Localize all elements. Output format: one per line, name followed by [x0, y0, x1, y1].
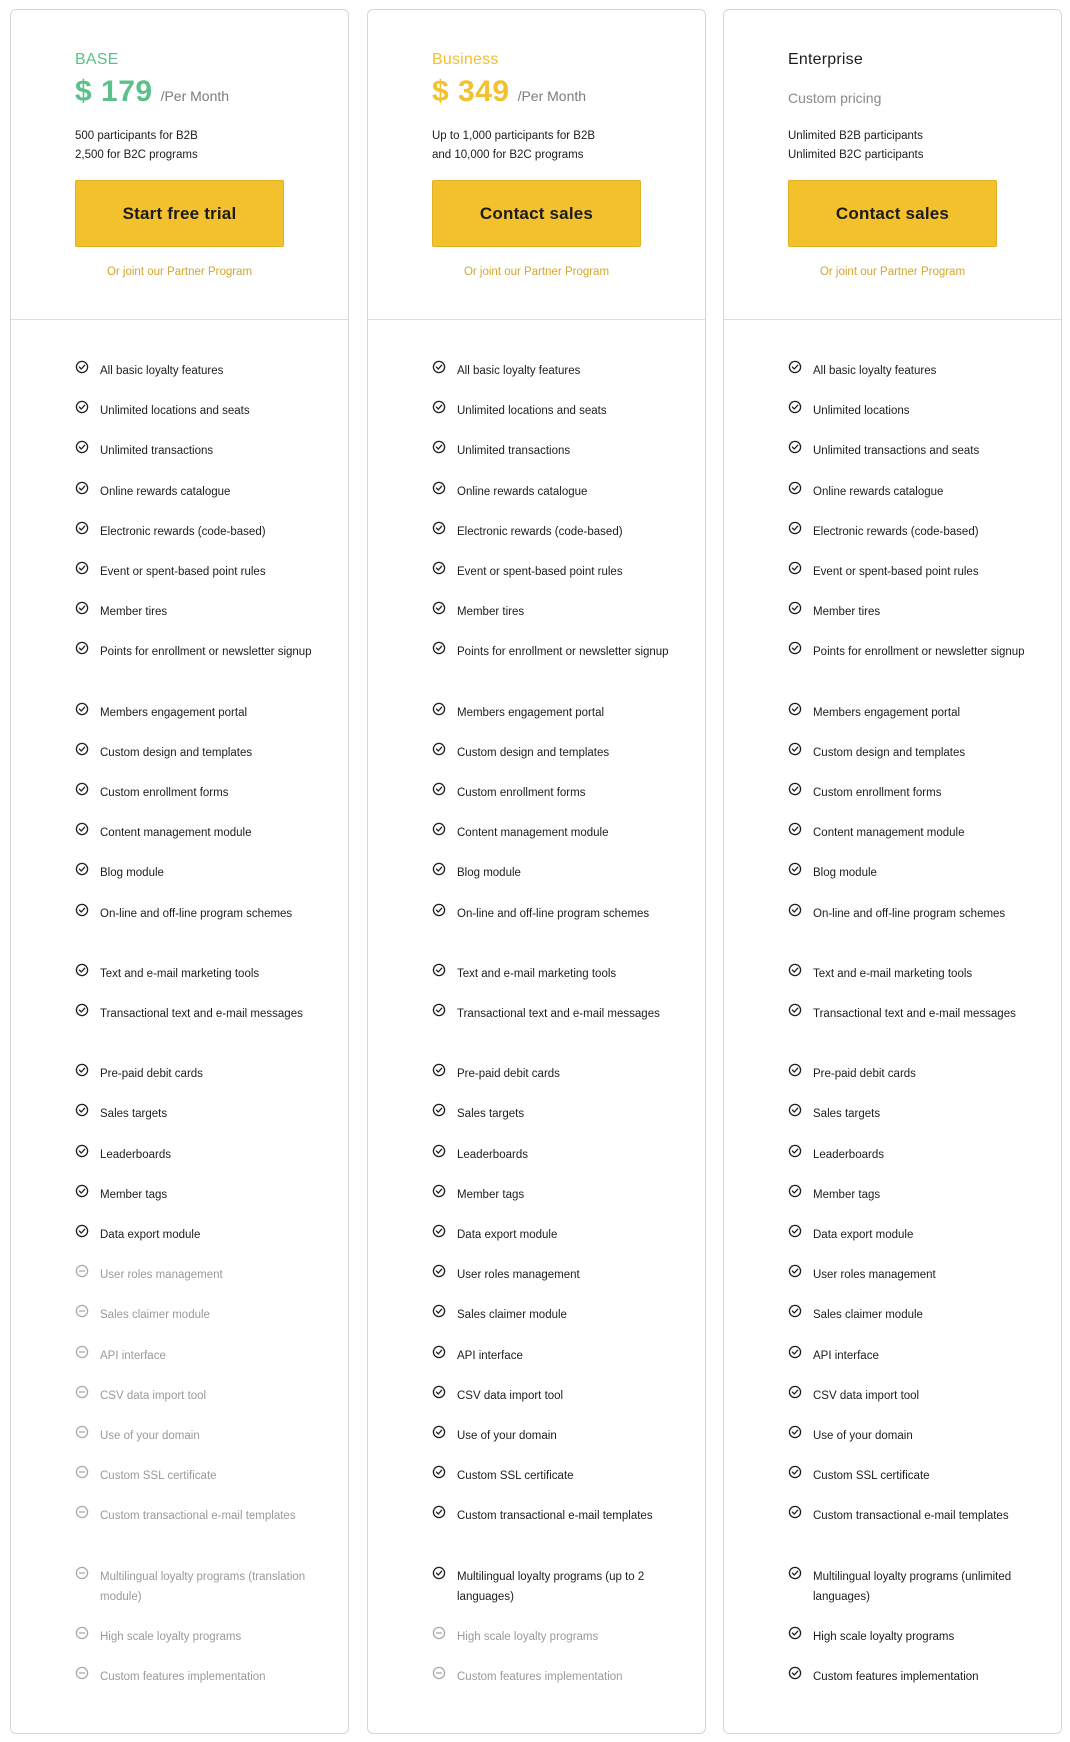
- price-period: /Per Month: [517, 88, 587, 104]
- check-circle-icon: [75, 481, 89, 495]
- feature-label: Event or spent-based point rules: [457, 566, 623, 578]
- feature-label: Custom SSL certificate: [457, 1470, 574, 1483]
- check-circle-icon: [432, 481, 446, 495]
- feature-label: Blog module: [457, 867, 521, 880]
- minus-circle-icon: [432, 1666, 446, 1680]
- check-circle-icon: [788, 903, 802, 917]
- feature-label: Event or spent-based point rules: [813, 566, 979, 578]
- check-circle-icon: [788, 1063, 802, 1077]
- check-circle-icon: [788, 1465, 802, 1479]
- feature-label: Transactional text and e-mail messages: [100, 1008, 303, 1020]
- feature-label: Custom design and templates: [100, 746, 253, 759]
- price-row: [432, 75, 586, 109]
- feature-label: CSV data import tool: [100, 1389, 207, 1402]
- check-circle-icon: [75, 1144, 89, 1158]
- check-circle-icon: [432, 360, 446, 374]
- feature-label: Member tires: [100, 606, 168, 619]
- minus-circle-icon: [75, 1566, 89, 1580]
- check-circle-icon: [788, 1666, 802, 1680]
- feature-label: Custom transactional e-mail templates: [457, 1510, 653, 1523]
- plan-name: BASE: [75, 51, 119, 68]
- check-circle-icon: [788, 1304, 802, 1318]
- feature-label: Member tags: [457, 1188, 525, 1201]
- start-free-trial-button[interactable]: Start free trial: [75, 180, 284, 247]
- check-circle-icon: [432, 1385, 446, 1399]
- check-circle-icon: [788, 782, 802, 796]
- feature-label: Multilingual loyalty programs (up to 2 languages): [457, 1570, 645, 1603]
- plan-card-enterprise: [723, 9, 1062, 1734]
- feature-label: Electronic rewards (code-based): [457, 525, 623, 538]
- feature-label: Unlimited locations and seats: [457, 405, 607, 418]
- feature-label: Electronic rewards (code-based): [100, 525, 266, 538]
- check-circle-icon: [75, 1003, 89, 1017]
- feature-label: Sales claimer module: [100, 1309, 210, 1322]
- feature-label: Blog module: [100, 867, 164, 880]
- check-circle-icon: [75, 903, 89, 917]
- check-circle-icon: [788, 1626, 802, 1640]
- feature-label: Member tires: [813, 606, 881, 619]
- check-circle-icon: [75, 601, 89, 615]
- minus-circle-icon: [75, 1465, 89, 1479]
- check-circle-icon: [75, 561, 89, 575]
- feature-label: User roles management: [100, 1269, 223, 1282]
- check-circle-icon: [432, 440, 446, 454]
- feature-label: Custom features implementation: [813, 1671, 979, 1683]
- check-circle-icon: [788, 1425, 802, 1439]
- minus-circle-icon: [75, 1505, 89, 1519]
- feature-label: All basic loyalty features: [813, 365, 937, 377]
- feature-label: Points for enrollment or newsletter signup: [457, 646, 669, 659]
- feature-label: Unlimited transactions: [457, 445, 571, 458]
- plan-header: [724, 10, 1061, 320]
- feature-label: On-line and off-line program schemes: [100, 907, 293, 920]
- check-circle-icon: [432, 1144, 446, 1158]
- feature-label: Online rewards catalogue: [457, 485, 588, 498]
- minus-circle-icon: [75, 1345, 89, 1359]
- feature-label: Pre-paid debit cards: [457, 1068, 560, 1081]
- feature-label: Custom design and templates: [813, 746, 966, 759]
- feature-label: On-line and off-line program schemes: [457, 907, 650, 920]
- check-circle-icon: [788, 1224, 802, 1238]
- check-circle-icon: [75, 521, 89, 535]
- check-circle-icon: [75, 782, 89, 796]
- feature-label: Use of your domain: [457, 1430, 557, 1442]
- plan-card-base: [10, 9, 349, 1734]
- plan-description: [75, 127, 198, 165]
- plan-description-line: Up to 1,000 participants for B2B: [432, 130, 596, 142]
- minus-circle-icon: [75, 1626, 89, 1640]
- check-circle-icon: [432, 1465, 446, 1479]
- check-circle-icon: [432, 1304, 446, 1318]
- feature-label: High scale loyalty programs: [100, 1630, 242, 1643]
- check-circle-icon: [788, 360, 802, 374]
- plan-description-line: Unlimited B2B participants: [788, 130, 923, 142]
- check-circle-icon: [432, 963, 446, 977]
- feature-label: Members engagement portal: [100, 706, 248, 719]
- feature-label: Text and e-mail marketing tools: [457, 967, 617, 980]
- check-circle-icon: [788, 1144, 802, 1158]
- feature-label: Custom SSL certificate: [813, 1470, 930, 1483]
- check-circle-icon: [432, 1103, 446, 1117]
- contact-sales-button[interactable]: Contact sales: [432, 180, 641, 247]
- plan-description-line: 500 participants for B2B: [75, 130, 198, 142]
- feature-label: Content management module: [100, 827, 252, 840]
- feature-label: All basic loyalty features: [100, 365, 224, 377]
- feature-label: Member tires: [457, 606, 525, 619]
- feature-label: Sales claimer module: [457, 1309, 567, 1322]
- check-circle-icon: [75, 400, 89, 414]
- check-circle-icon: [75, 742, 89, 756]
- plan-name: Business: [432, 51, 499, 68]
- custom-pricing-label: Custom pricing: [788, 90, 882, 106]
- plan-description-line: and 10,000 for B2C programs: [432, 149, 584, 161]
- plan-description-line: 2,500 for B2C programs: [75, 149, 198, 161]
- feature-label: Unlimited transactions and seats: [813, 445, 980, 458]
- check-circle-icon: [788, 1345, 802, 1359]
- check-circle-icon: [432, 903, 446, 917]
- check-circle-icon: [788, 601, 802, 615]
- check-circle-icon: [75, 641, 89, 655]
- check-circle-icon: [432, 1566, 446, 1580]
- plan-description-line: Unlimited B2C participants: [788, 149, 924, 161]
- feature-label: Members engagement portal: [813, 706, 961, 719]
- check-circle-icon: [75, 1063, 89, 1077]
- feature-label: Use of your domain: [813, 1430, 913, 1442]
- feature-label: All basic loyalty features: [457, 365, 581, 377]
- feature-label: Custom design and templates: [457, 746, 610, 759]
- check-circle-icon: [432, 1184, 446, 1198]
- check-circle-icon: [75, 862, 89, 876]
- feature-label: Online rewards catalogue: [813, 485, 944, 498]
- check-circle-icon: [788, 1566, 802, 1580]
- check-circle-icon: [788, 1264, 802, 1278]
- feature-label: Use of your domain: [100, 1430, 200, 1442]
- check-circle-icon: [432, 601, 446, 615]
- check-circle-icon: [432, 641, 446, 655]
- plan-price: $ 179: [75, 75, 153, 108]
- feature-label: Sales claimer module: [813, 1309, 923, 1322]
- feature-label: Points for enrollment or newsletter signup: [100, 646, 312, 659]
- minus-circle-icon: [75, 1666, 89, 1680]
- check-circle-icon: [432, 822, 446, 836]
- check-circle-icon: [788, 561, 802, 575]
- check-circle-icon: [788, 400, 802, 414]
- feature-label: Multilingual loyalty programs (unlimited languages): [813, 1570, 1012, 1603]
- check-circle-icon: [432, 742, 446, 756]
- feature-label: Custom SSL certificate: [100, 1470, 217, 1483]
- check-circle-icon: [432, 1425, 446, 1439]
- feature-label: Transactional text and e-mail messages: [457, 1008, 660, 1020]
- minus-circle-icon: [432, 1626, 446, 1640]
- check-circle-icon: [432, 400, 446, 414]
- check-circle-icon: [75, 1103, 89, 1117]
- contact-sales-button[interactable]: Contact sales: [788, 180, 997, 247]
- partner-program-link[interactable]: Or joint our Partner Program: [106, 266, 253, 278]
- minus-circle-icon: [75, 1264, 89, 1278]
- check-circle-icon: [75, 1184, 89, 1198]
- check-circle-icon: [432, 862, 446, 876]
- feature-label: Multilingual loyalty programs (translation module): [100, 1570, 306, 1603]
- feature-label: Custom features implementation: [457, 1671, 623, 1683]
- feature-label: High scale loyalty programs: [813, 1630, 955, 1643]
- check-circle-icon: [432, 521, 446, 535]
- feature-label: Custom enrollment forms: [457, 787, 586, 799]
- check-circle-icon: [432, 1505, 446, 1519]
- feature-label: Unlimited locations: [813, 405, 910, 418]
- feature-label: API interface: [813, 1349, 879, 1362]
- feature-label: Custom features implementation: [100, 1671, 266, 1683]
- check-circle-icon: [788, 641, 802, 655]
- feature-label: On-line and off-line program schemes: [813, 907, 1006, 920]
- check-circle-icon: [788, 521, 802, 535]
- check-circle-icon: [432, 1063, 446, 1077]
- check-circle-icon: [788, 822, 802, 836]
- check-circle-icon: [432, 561, 446, 575]
- feature-label: API interface: [457, 1349, 523, 1362]
- feature-label: Custom enrollment forms: [813, 787, 942, 799]
- feature-label: Member tags: [813, 1188, 881, 1201]
- feature-label: High scale loyalty programs: [457, 1630, 599, 1643]
- feature-label: Electronic rewards (code-based): [813, 525, 979, 538]
- feature-label: CSV data import tool: [457, 1389, 564, 1402]
- feature-label: Pre-paid debit cards: [100, 1068, 203, 1081]
- check-circle-icon: [75, 440, 89, 454]
- feature-label: Leaderboards: [457, 1148, 528, 1161]
- check-circle-icon: [788, 742, 802, 756]
- feature-label: API interface: [100, 1349, 166, 1362]
- feature-label: Event or spent-based point rules: [100, 566, 266, 578]
- plan-description: [432, 127, 595, 165]
- feature-label: Blog module: [813, 867, 877, 880]
- minus-circle-icon: [75, 1425, 89, 1439]
- feature-label: Text and e-mail marketing tools: [813, 967, 973, 980]
- plan-description: [788, 127, 924, 165]
- check-circle-icon: [432, 1003, 446, 1017]
- check-circle-icon: [75, 360, 89, 374]
- feature-label: Custom transactional e-mail templates: [100, 1510, 296, 1523]
- check-circle-icon: [788, 702, 802, 716]
- check-circle-icon: [788, 1003, 802, 1017]
- feature-label: CSV data import tool: [813, 1389, 920, 1402]
- minus-circle-icon: [75, 1385, 89, 1399]
- partner-program-link[interactable]: Or joint our Partner Program: [819, 266, 966, 278]
- feature-label: Data export module: [100, 1229, 201, 1241]
- feature-label: Sales targets: [457, 1108, 525, 1121]
- feature-label: Member tags: [100, 1188, 168, 1201]
- check-circle-icon: [432, 1345, 446, 1359]
- plan-header: [11, 10, 348, 320]
- feature-label: Sales targets: [813, 1108, 881, 1121]
- check-circle-icon: [788, 1184, 802, 1198]
- feature-label: Data export module: [813, 1229, 914, 1241]
- feature-label: Pre-paid debit cards: [813, 1068, 916, 1081]
- check-circle-icon: [75, 1224, 89, 1238]
- price-row: [75, 75, 229, 109]
- check-circle-icon: [788, 1505, 802, 1519]
- feature-label: User roles management: [813, 1269, 936, 1282]
- feature-label: User roles management: [457, 1269, 580, 1282]
- check-circle-icon: [432, 1224, 446, 1238]
- feature-label: Leaderboards: [100, 1148, 171, 1161]
- feature-label: Unlimited transactions: [100, 445, 214, 458]
- feature-label: Online rewards catalogue: [100, 485, 231, 498]
- feature-label: Transactional text and e-mail messages: [813, 1008, 1016, 1020]
- feature-label: Unlimited locations and seats: [100, 405, 250, 418]
- check-circle-icon: [788, 862, 802, 876]
- feature-label: Text and e-mail marketing tools: [100, 967, 260, 980]
- feature-label: Data export module: [457, 1229, 558, 1241]
- check-circle-icon: [788, 440, 802, 454]
- feature-label: Content management module: [813, 827, 965, 840]
- check-circle-icon: [75, 822, 89, 836]
- check-circle-icon: [788, 963, 802, 977]
- plan-header: [368, 10, 705, 320]
- partner-program-link[interactable]: Or joint our Partner Program: [463, 266, 610, 278]
- feature-label: Points for enrollment or newsletter signup: [813, 646, 1025, 659]
- check-circle-icon: [75, 702, 89, 716]
- feature-label: Content management module: [457, 827, 609, 840]
- minus-circle-icon: [75, 1304, 89, 1318]
- check-circle-icon: [788, 1103, 802, 1117]
- check-circle-icon: [788, 481, 802, 495]
- plan-name: Enterprise: [788, 51, 863, 68]
- plan-card-business: [367, 9, 706, 1734]
- feature-label: Custom enrollment forms: [100, 787, 229, 799]
- feature-label: Leaderboards: [813, 1148, 884, 1161]
- price-period: /Per Month: [160, 88, 230, 104]
- check-circle-icon: [432, 782, 446, 796]
- check-circle-icon: [432, 702, 446, 716]
- check-circle-icon: [75, 963, 89, 977]
- check-circle-icon: [432, 1264, 446, 1278]
- plan-price: $ 349: [432, 75, 510, 108]
- feature-label: Sales targets: [100, 1108, 168, 1121]
- check-circle-icon: [788, 1385, 802, 1399]
- feature-label: Custom transactional e-mail templates: [813, 1510, 1009, 1523]
- feature-label: Members engagement portal: [457, 706, 605, 719]
